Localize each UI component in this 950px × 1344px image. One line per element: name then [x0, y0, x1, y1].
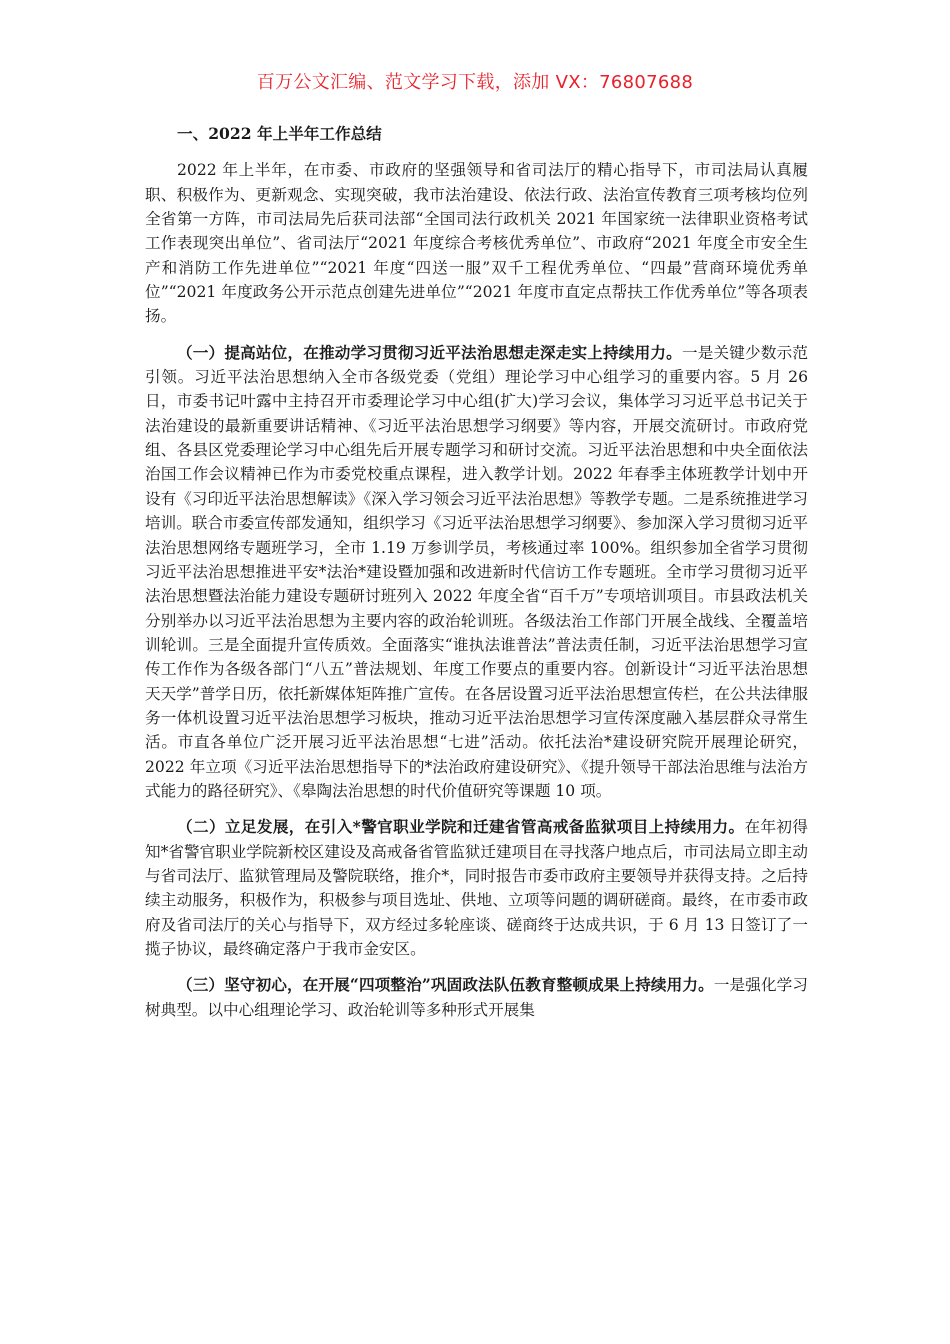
- section-2-title: （二）立足发展，在引入*警官职业学院和迁建省管高戒备监狱项目上持续用力。: [177, 817, 745, 837]
- document-body: [145, 122, 808, 1022]
- section-1-body: 一是关键少数示范引领。习近平法治思想纳入全市各级党委（党组）理论学习中心组学习的重要内容。5 月 26 日，市委书记叶露中主持召开市委理论学习中心组(扩大)学习会议，集体学习习近平总书记关于法治建设的最新重要讲话精神、《习近平法治思想学习纲要》等内容，开展交流研讨。市政府党组、各县区党委理论学习中心组先后开展专题学习和研讨交流。习近平法治思想和中央全面依法治国工作会议精神已作为市委党校重点课程，进入教学计划。2022 年春季主体班教学计划中开设有《习印近平法治思想解读》《深入学习领会习近平法治思想》等教学专题。二是系统推进学习培训。联合市委宣传部发通知，组织学习《习近平法治思想学习纲要》、参加深入学习贯彻习近平法治思想网络专题班学习，全市 1.19 万参训学员，考核通过率 100%。组织参加全省学习贯彻习近平法治思想推进平安*法治*建设暨加强和改进新时代信访工作专题班。全市学习贯彻习近平法治思想暨法治能力建设专题研讨班列入 2022 年度全省“百千万”专项培训项目。市县政法机关分别举办以习近平法治思想为主要内容的政治轮训班。各级法治工作部门开展全战线、全覆盖培训轮训。三是全面提升宣传质效。全面落实“谁执法谁普法”普法责任制，习近平法治思想学习宣传工作作为各级各部门“八五”普法规划、年度工作要点的重要内容。创新设计“习近平法治思想天天学”普学日历，依托新媒体矩阵推广宣传。在各居设置习近平法治思想宣传栏，在公共法律服务一体机设置习近平法治思想学习板块，推动习近平法治思想学习宣传深度融入基层群众寻常生活。市直各单位广泛开展习近平法治思想“七进”活动。依托法治*建设研究院开展理论研究，2022 年立项《习近平法治思想指导下的*法治政府建设研究》、《提升领导干部法治思维与法治方式能力的路径研究》、《皋陶法治思想的时代价值研究等课题 10 项。: [145, 343, 808, 800]
- watermark-text: 百万公文汇编、范文学习下载，添加 VX：76807688: [256, 72, 694, 93]
- section-heading: 一、2022 年上半年工作总结: [177, 124, 382, 143]
- section-1-title: （一）提高站位，在推动学习贯彻习近平法治思想走深走实上持续用力。: [177, 342, 682, 362]
- section-2-paragraph: [145, 815, 808, 961]
- section-1-paragraph: [145, 341, 808, 804]
- section-3-title: （三）坚守初心，在开展“四项整治”巩固政法队伍教育整顿成果上持续用力。: [177, 975, 714, 995]
- intro-paragraph: 2022 年上半年，在市委、市政府的坚强领导和省司法厅的精心指导下，市司法局认真履职、积极作为、更新观念、实现突破，我市法治建设、依法行政、法治宣传教育三项考核均位列全省第一方阵，市司法局先后获司法部“全国司法行政机关 2021 年国家统一法律职业资格考试工作表现突出单位”、省司法厅“2021 年度综合考核优秀单位”、市政府“2021 年度全市安全生产和消防工作先进单位”“2021 年度“四送一服”双千工程优秀单位、“四最”营商环境优秀单位”“2021 年度政务公开示范点创建先进单位”“2021 年度市直定点帮扶工作优秀单位”等各项表扬。: [145, 161, 808, 326]
- section-3-body: 一是强化学习树典型。以中心组理论学习、政治轮训等多种形式开展集: [145, 976, 808, 1019]
- section-3-paragraph: [145, 973, 808, 1022]
- section-2-body: 在年初得知*省警官职业学院新校区建设及高戒备省管监狱迁建项目在寻找落户地点后，市司法局立即主动与省司法厅、监狱管理局及警院联络，推介*，同时报告市委市政府主要领导并获得支持。之后持续主动服务，积极作为，积极参与项目选址、供地、立项等问题的调研磋商。最终，在市委市政府及省司法厅的关心与指导下，双方经过多轮座谈、磋商终于达成共识，于 6 月 13 日签订了一揽子协议，最终确定落户于我市金安区。: [145, 818, 808, 958]
